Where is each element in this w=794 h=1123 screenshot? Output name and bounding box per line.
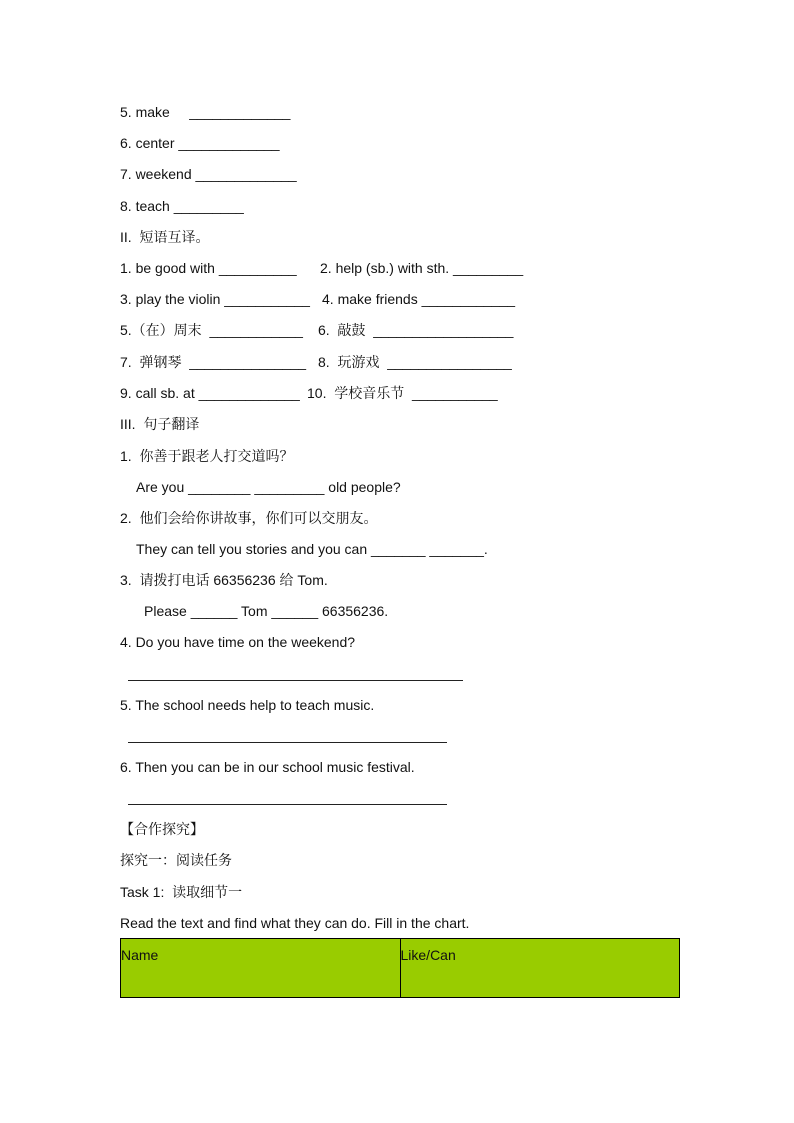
answer-3: Please ______ Tom ______ 66356236.: [144, 603, 389, 619]
question-2: 2. 他们会给你讲故事，你们可以交朋友。: [120, 510, 378, 526]
question-4: 4. Do you have time on the weekend?: [120, 634, 356, 650]
question-3: 3. 请拨打电话 66356236 给 Tom.: [120, 572, 328, 588]
answer-line-5[interactable]: [128, 742, 447, 743]
vocab-item-5: 5. make _____________: [120, 104, 291, 120]
answer-line-6[interactable]: [128, 804, 447, 805]
phrase-4: 4. make friends ____________: [322, 291, 516, 307]
vocab-item-8: 8. teach _________: [120, 198, 244, 214]
phrase-2: 2. help (sb.) with sth. _________: [320, 260, 524, 276]
phrase-3: 3. play the violin ___________: [120, 291, 310, 307]
chart-header-row: [121, 939, 680, 998]
section-3-heading: III. 句子翻译: [120, 416, 200, 432]
task-1-title: Task 1: 读取细节一: [120, 884, 243, 900]
fill-in-chart: [120, 938, 680, 998]
explore-1-title: 探究一：阅读任务: [120, 852, 232, 868]
section-2-heading: II. 短语互译。: [120, 229, 210, 245]
phrase-8: 8. 玩游戏 ________________: [318, 354, 512, 370]
answer-1: Are you ________ _________ old people?: [136, 479, 401, 495]
question-6: 6. Then you can be in our school music festival.: [120, 759, 415, 775]
section-4-heading: 【合作探究】: [120, 821, 204, 837]
vocab-item-6: 6. center _____________: [120, 135, 280, 151]
phrase-7: 7. 弹钢琴 _______________: [120, 354, 307, 370]
vocab-item-7: 7. weekend _____________: [120, 166, 297, 182]
chart-header-name: Name: [121, 939, 401, 998]
phrase-1: 1. be good with __________: [120, 260, 297, 276]
answer-line-4[interactable]: [128, 680, 463, 681]
answer-2: They can tell you stories and you can _______ _______.: [136, 541, 488, 557]
chart-header-like-can: Like/Can: [400, 939, 680, 998]
question-1: 1. 你善于跟老人打交道吗？: [120, 448, 294, 464]
question-5: 5. The school needs help to teach music.: [120, 697, 375, 713]
phrase-6: 6. 敲鼓 __________________: [318, 322, 514, 338]
phrase-5: 5.（在）周末 ____________: [120, 322, 303, 338]
phrase-10: 10. 学校音乐节 ___________: [307, 385, 498, 401]
phrase-9: 9. call sb. at _____________: [120, 385, 300, 401]
task-instruction: Read the text and find what they can do. Fill in the chart.: [120, 915, 470, 931]
